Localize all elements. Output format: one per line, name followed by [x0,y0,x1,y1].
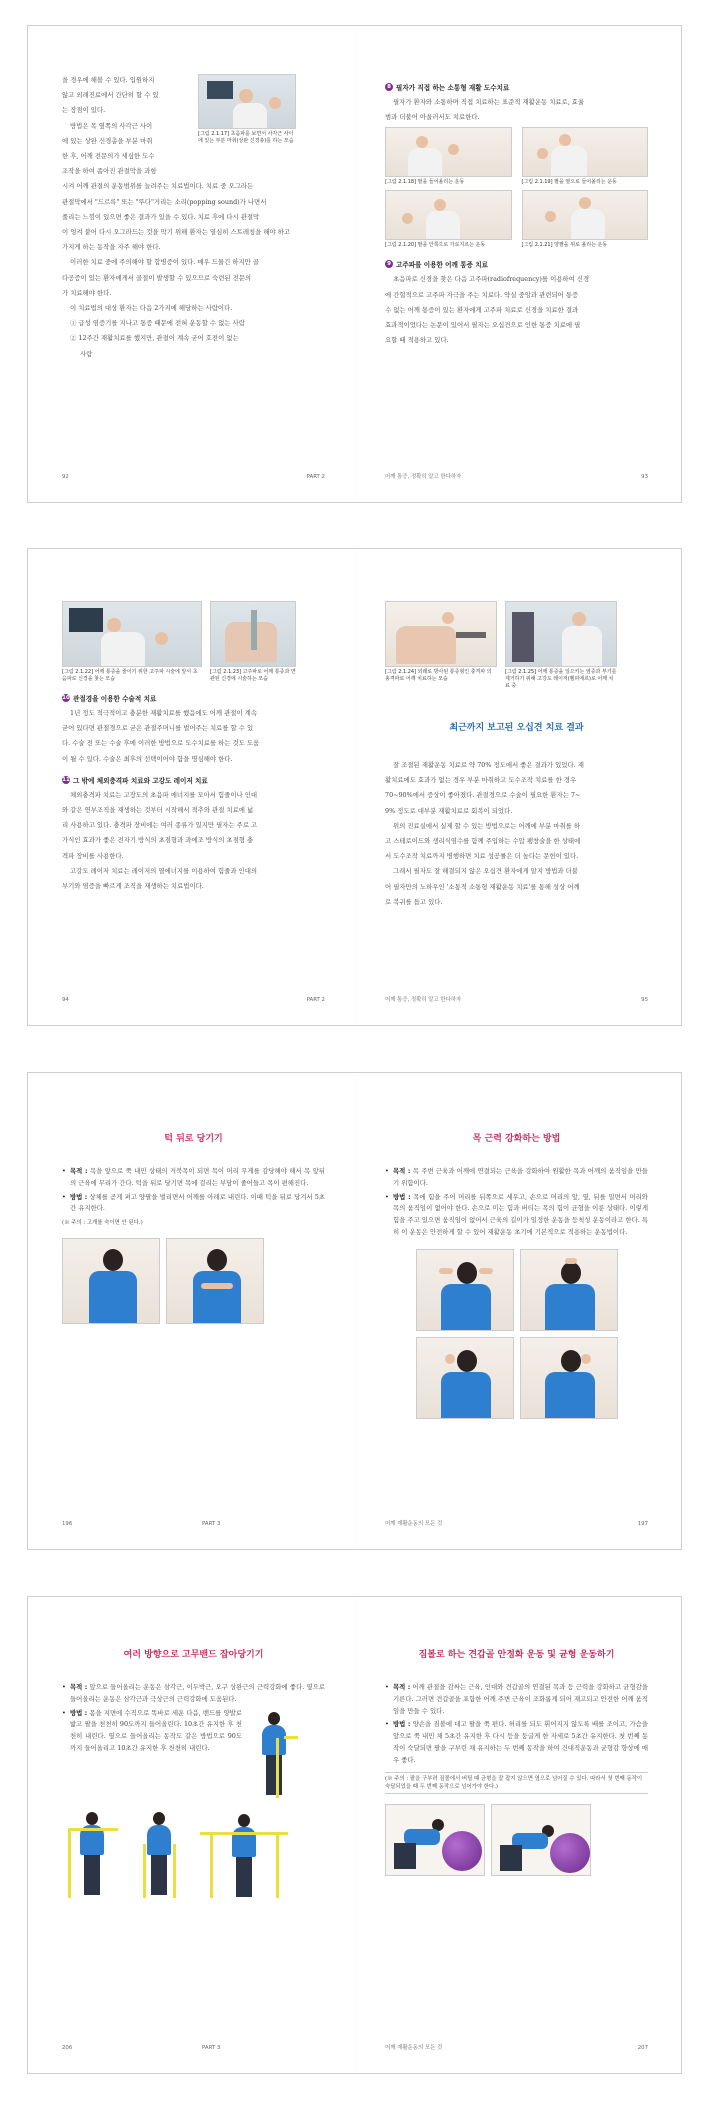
method-label: 방법 : [70,1192,88,1201]
figure-caption: [그림 2.1.24] 외래로 방사된 통증형인 충격파 의 총격파로 어깨 치료하는 모습 [385,669,492,682]
footer-label: 어깨 재활운동의 모든 것 [385,1521,443,1527]
paragraph: 는 장점이 있다. [62,106,106,115]
paragraph: 고강도 레이저 치료는 레이저의 열에너지를 이용하여 힘줄과 인대의 [70,866,258,875]
section-heading: 최근까지 보고된 오십견 치료 결과 [449,723,584,733]
spread-1 [27,25,682,503]
figure-caption: [그림 2.1.23] 고주파로 어깨 통증과 연관된 신경에 시술하는 모습 [210,669,296,682]
paragraph: 와 같은 연부조직을 재생하는 것부터 시작해서 적추와 관절 치료에 넓 [62,806,254,815]
section-number-badge: 8 [385,83,393,91]
paragraph: 수 없는 어깨 통증이 있는 환자에게 고주파 치료로 신경을 치료한 결과 [385,305,579,314]
band-exercise-photo [62,1808,124,1900]
paragraph: 다. 수술 전 또는 수술 후에 이러한 방법으로 도수치료를 하는 것도 도움 [62,739,260,748]
footer-label: 어깨 통증, 정확히 알고 한다하자 [385,997,462,1003]
page-94 [28,549,355,1025]
figure-caption: [그림 2.1.20] 팔을 안쪽으로 가로지르는 운동 [385,242,486,249]
paragraph: 방법은 목 옆쪽의 사각근 사이 [70,121,153,130]
list-item: 사람 [80,349,93,358]
page-95 [355,549,682,1025]
footer-label: 어깨 통증, 정확히 알고 한다하자 [385,474,462,480]
spread-2 [27,548,682,1026]
caution-note: (※ 주의 : 팔을 구부려 짐볼에서 버틸 때 균형을 잘 잡지 않으면 옆으로 넘어질 수 있다. 따라서 첫 번째 동작이 숙달되었을 때 두 번째 동작으로 넘어가야 한다.) [385,1772,648,1794]
page-number: 95 [641,997,648,1003]
footer-label: PART 3 [202,2045,221,2051]
page-number: 197 [637,1521,648,1527]
paragraph: 이러한 치료 중에 주의해야 할 합병증이 있다. 매우 드물긴 하지만 골 [70,258,260,267]
paragraph: 어 필자만의 노하우인 '소통적 소통형 재활운동 치료'를 통해 성상 어깨 [385,882,580,891]
paragraph: 활치료에도 효과가 없는 경우 부분 마취하고 도수조작 치료를 한 경우 [385,776,577,785]
manual-therapy-photo [385,190,512,240]
exercise-photo [416,1249,514,1331]
paragraph: 에 있는 상완 신경총을 부분 마취 [62,136,153,145]
paragraph: 가 치료해야 한다. [62,288,112,297]
paragraph: 가지게 하는 동작을 자주 해야 한다. [62,243,161,252]
paragraph: 을 경우에 해볼 수 있다. 입원하지 [62,76,155,84]
method-text: 몸을 지면에 수직으로 똑바로 세운 다음, 밴드를 양발로 밟고 팔을 천천히 90도까지 들어올린다. 10초간 유지한 후 천천히 내린다. 옆으로 들어올리는 동작도 같은 방법으로 90도까지 들어올리고 10초간 유지한 후 천천히 내린다. [70,1708,242,1752]
shockwave-photo [385,601,497,667]
method-item: • 방법 : 목에 힘을 주어 머리를 뒤쪽으로 세우고, 손으로 머리의 앞, 옆, 뒤를 밀면서 머리와 목의 움직임이 없어야 한다. 손으로 미는 힘과 버티는 목의 힘이 균형을 이룬 상태다. 이렇게 힘을 주고 있으면 움직임이 없어서 근육의 길이가 일정한 운동을 등척성 운동이라고 한다. 특히 이 운동은 안전하게 할 수 있어 재활운동 초기에 기본적으로 적용하는 운동법이다. [385,1192,648,1236]
paragraph: 에 간헐적으로 고주파 자극을 주는 치료다. 약실 중앙과 관련되어 통증 [385,290,579,299]
laser-therapy-photo [505,601,617,667]
paragraph: 다공증이 있는 환자에게서 골절이 발생할 수 있으므로 숙련된 전문의 [62,273,252,282]
page-number: 196 [62,1521,73,1527]
section-number-badge: 11 [62,776,70,783]
purpose-item: • 목적 : 어깨 관절을 감싸는 근육, 인대와 견갑골의 연결된 목과 등 근력을 강화하고 균형감을 기른다. 그러면 견갑골을 포함한 어깨 주변 근육이 조화롭게 되어 재고되고 안전한 어깨 움직임을 만들 수 있다. [385,1683,648,1715]
method-text: 상체를 곧게 펴고 양팔을 벌리면서 어깨를 아래로 내린다. 이때 턱을 뒤로 당겨서 5초간 유지한다. [70,1192,325,1213]
figure-caption: [그림 2.1.25] 어깨 통증을 일으키는 염증과 부기를 제거하기 위해 고강도 레이저(벨피에르)로 어깨 치료 중 [505,669,617,689]
section-number-badge: 10 [62,695,70,701]
paragraph: 효과적이었다는 논문이 있어서 필자는 오십견으로 인한 통증 치료에 필 [385,321,581,330]
ultrasound-photo [62,601,202,667]
band-exercise-photo [196,1808,292,1900]
paragraph: 이 치료법의 대상 환자는 다음 2가지에 해당하는 사람이다. [70,304,233,313]
paragraph: 1년 정도 적극적이고 충분한 재활치료를 했음에도 어깨 관절이 계속 [70,709,257,717]
manual-therapy-photo [522,190,649,240]
purpose-item: • 목적 : 앞으로 들어올리는 운동은 삼각근, 이두박근, 오구 상완근의 근력강화에 좋다. 옆으로 들어올리는 운동은 삼각근과 극상근의 근력강화에 도움된다. [62,1683,325,1703]
exercise-photo [166,1238,264,1324]
paragraph: 풀리는 느낌이 있으면 좋은 결과가 있을 수 있다. 치료 후에 다시 관절막 [62,212,260,221]
subsection-title: 고주파를 이용한 어깨 통증 치료 [396,261,488,270]
exercise-heading: 목 근력 강화하는 방법 [472,1134,561,1144]
band-exercise-photo [129,1808,191,1900]
paragraph: 필자가 환자와 소통하며 직접 치료하는 표준적 재활운동 치료로, 효율 [393,98,585,106]
paragraph: 고 스테로이드와 생리식염수를 함께 주입하는 수압 팽창술을 한 상태에 [385,837,581,846]
method-label: 방법 : [70,1708,88,1717]
purpose-label: 목적 : [393,1167,411,1175]
figure-caption: [그림 2.1.19] 팔을 옆으로 들어올리는 운동 [521,179,617,186]
subsection-title: 그 밖에 체외충격파 치료와 고강도 레이저 치료 [73,776,208,785]
paragraph: 위의 진료실에서 실제 할 수 있는 방법으로는 어깨에 부분 마취를 하 [393,821,580,830]
figure-caption: [그림 2.1.21] 양팔을 위로 올리는 운동 [521,242,608,249]
exercise-photo [416,1337,514,1419]
gym-ball-photo [491,1804,591,1876]
exercise-heading: 턱 뒤로 당기기 [164,1134,223,1144]
page-number: 207 [637,2045,648,2051]
spread-3 [27,1072,682,1550]
page-number: 206 [62,2045,73,2051]
method-text: 양손을 짐볼에 대고 팔을 쭉 편다. 허리를 되도 휘어지지 않도록 배를 조이고, 가슴을 앞으로 쭉 내민 채 5초간 유지한 후 다시 등을 둥글게 한 자세로 5초간 유지한다. 첫 번째 동작이 숙달되면 팔을 구부린 채 유지하는 두 번째 동작을 하여 건대직운동과 균형감 향상에 매우 좋다. [393,1720,648,1764]
footer-label: 어깨 재활운동의 모든 것 [385,2045,443,2051]
footer-label: PART 2 [306,474,325,480]
gym-ball-photo [385,1804,485,1876]
paragraph: 서 도수조작 치료까지 병행하면 치료 성공률은 더 높다는 문헌이 있다. [385,852,579,861]
purpose-item: • 목적 : 목을 앞으로 쭉 내민 상태의 거북목이 되면 목이 머리 무게를 감당해야 해서 목 앞뒤의 근육에 무리가 간다. 턱을 뒤로 당기면 목에 걸리는 부담이 줄어들고 목이 편해진다. [62,1167,325,1187]
subsection-title: 관절경을 이용한 수술적 치료 [73,695,157,703]
paragraph: 조작을 하여 좁아진 관절막을 과항 [62,167,157,176]
paragraph: 70~90%에서 증상이 좋아졌다. 관절경으로 수술이 필요한 환자는 7~ [385,791,581,800]
page-197 [355,1073,682,1549]
exercise-heading: 짐볼로 하는 견갑골 안정화 운동 및 균형 운동하기 [418,1650,615,1660]
purpose-item: • 목적 : 목 주변 근육과 어깨에 연결되는 근육을 강화하여 원활한 목과 어깨의 움직임을 만들기 위함이다. [385,1167,648,1187]
exercise-heading: 여러 방향으로 고무밴드 잡아당기기 [123,1650,264,1660]
paragraph: 격파 장비를 사용한다. [62,851,124,860]
figure-caption: [그림 2.1.22] 어깨 통증을 줄이기 위한 고주파 시술에 앞서 초음파로 신경을 찾는 모습 [62,669,198,682]
list-item: ② 12주간 재활치료를 했지만, 관절이 계속 굳어 호전이 없는 [70,334,239,343]
purpose-text: 어깨 관절을 감싸는 근육, 인대와 견갑골의 연결된 목과 등 근력을 강화하고 균형감을 기른다. 그러면 견갑골을 포함한 어깨 주변 근육이 조화롭게 되어 재고되고 안전한 어깨 움직임을 만들 수 있다. [393,1683,648,1715]
exercise-photo [62,1238,160,1324]
subsection-heading [62,775,325,785]
page-207 [355,1597,682,2073]
paragraph: 가식인 효과가 좋은 전자기 방식의 초점형과 과에조 방식의 초점형 충 [62,836,254,845]
exercise-photo [520,1249,618,1331]
paragraph: 요할 때 적용하고 있다. [385,336,449,345]
paragraph: 한 후, 어깨 전문의가 세심한 도수 [62,152,155,161]
paragraph: 체외충격파 치료는 고장도의 초음파 에너지를 모아서 힘줄이나 인대 [70,790,258,799]
footer-label: PART 3 [202,1521,221,1527]
section-number-badge: 9 [385,260,393,268]
paragraph: 잘 조절된 재활운동 치료로 약 70% 정도에서 좋은 결과가 있었다. 재 [393,761,584,769]
subsection-heading [62,693,325,703]
subsection-heading [385,82,648,92]
paragraph: 9% 정도로 대부분 재활치료로 회복이 되었다. [385,806,513,815]
page-number: 92 [62,474,69,480]
figure-caption: [그림 2.1.17] 초음파를 보면서 사각근 사이에 있는 부분 마취(상완 신경총)를 하는 모습 [198,131,294,144]
paragraph: 범과 더불어 아울러서도 치료한다. [385,113,480,122]
method-label: 방법 : [393,1720,411,1729]
subsection-heading [385,259,648,269]
purpose-text: 목 주변 근육과 어깨에 연결되는 근육을 강화하여 원활한 목과 어깨의 움직임을 만들기 위함이다. [393,1167,648,1187]
subsection-title: 필자가 직접 하는 소통형 재활 도수치료 [396,84,510,92]
paragraph: 초음파로 신경을 찾은 다음 고주파(radiofrequency)를 이용하여 신경 [393,275,590,284]
list-item: ① 급성 염증기를 지나고 통증 때문에 전혀 운동할 수 없는 사람 [70,319,245,328]
paragraph: 굳어 있다면 관절경으로 굳은 관절주머니를 벌어주는 치료를 할 수 있 [62,724,254,733]
method-item: • 방법 : 몸을 지면에 수직으로 똑바로 세운 다음, 밴드를 양발로 밟고 팔을 천천히 90도까지 들어올린다. 10초간 유지한 후 천천히 내린다. 옆으로 들어올리는 동작도 같은 방법으로 90도까지 들어올리고 10초간 유지한 후 천천히 내린다. [62,1708,242,1752]
purpose-label: 목적 : [70,1683,88,1691]
method-item: • 방법 : 양손을 짐볼에 대고 팔을 쭉 편다. 허리를 되도 휘어지지 않도록 배를 조이고, 가슴을 앞으로 쭉 내민 채 5초간 유지한 후 다시 등을 둥글게 한 자세로 5초간 유지한다. 첫 번째 동작이 숙달되면 팔을 구부린 채 유지하는 두 번째 동작을 하여 건대직운동과 균형감 향상에 매우 좋다. [385,1720,648,1764]
purpose-text: 앞으로 들어올리는 운동은 삼각근, 이두박근, 오구 상완근의 근력강화에 좋다. 옆으로 들어올리는 운동은 삼각근과 극상근의 근력강화에 도움된다. [70,1683,325,1703]
exercise-photo [520,1337,618,1419]
figure-caption: [그림 2.1.18] 팔을 들어올리는 운동 [385,179,465,186]
nerve-block-photo [198,74,296,129]
paragraph: 리 사용하고 있다. 충격파 장비에는 여러 종류가 있지만 필자는 주로 고 [62,821,258,830]
paragraph: 그래서 필자도 잘 해결되지 않은 오십견 환자에게 알지 방법과 더불 [393,867,578,876]
purpose-text: 목을 앞으로 쭉 내민 상태의 거북목이 되면 목이 머리 무게를 감당해야 해서 목 앞뒤의 근육에 무리가 간다. 턱을 뒤로 당기면 목에 걸리는 부담이 줄어들고 목이 편해진다. [70,1167,325,1187]
purpose-label: 목적 : [70,1167,88,1175]
method-label: 방법 : [393,1192,411,1201]
paragraph: 로 복귀를 돕고 있다. [385,897,443,906]
page-number: 93 [641,474,648,480]
page-93 [355,26,682,502]
method-text: 목에 힘을 주어 머리를 뒤쪽으로 세우고, 손으로 머리의 앞, 옆, 뒤를 밀면서 머리와 목의 움직임이 없어야 한다. 손으로 미는 힘과 버티는 목의 힘이 균형을 이룬 상태다. 이렇게 힘을 주고 있으면 움직임이 없어서 근육의 길이가 일정한 운동을 등척성 운동이라고 한다. 특히 이 운동은 안전하게 할 수 있어 재활운동 초기에 기본적으로 적용하는 운동법이다. [393,1192,648,1236]
manual-therapy-photo [522,127,649,177]
spread-4 [27,1596,682,2074]
method-item: • 방법 : 상체를 곧게 펴고 양팔을 벌리면서 어깨를 아래로 내린다. 이때 턱을 뒤로 당겨서 5초간 유지한다. [62,1192,325,1213]
page-number: 94 [62,997,69,1003]
caution-note: (※ 주의 : 고개를 숙이면 안 된다.) [62,1220,143,1227]
page-206 [28,1597,355,2073]
manual-therapy-photo [385,127,512,177]
page-196 [28,1073,355,1549]
footer-label: PART 2 [306,997,325,1003]
paragraph: 않고 외래진료에서 간단히 할 수 있 [62,91,159,100]
paragraph: 이 엉켜 붙어 다시 오그라드는 것을 막기 위해 환자는 열심히 스트레칭을 해야 하고 [62,228,291,237]
paragraph: 부기와 염증을 빠르게 조직을 재생하는 치료법이다. [62,882,204,891]
paragraph: 시켜 어깨 관절의 운동범위를 늘려주는 치료법이다. 치료 중 오그라든 [62,182,254,191]
radiofrequency-photo [210,601,296,667]
paragraph: 관절막에서 "드르륵" 또는 "뚜다"거리는 소리(popping sound)가 나면서 [62,197,267,206]
band-exercise-photo [248,1708,300,1800]
page-92 [28,26,355,502]
paragraph: 이 될 수 있다. 수술은 최후의 선택이어야 함을 명심해야 한다. [62,754,233,763]
purpose-label: 목적 : [393,1683,411,1691]
